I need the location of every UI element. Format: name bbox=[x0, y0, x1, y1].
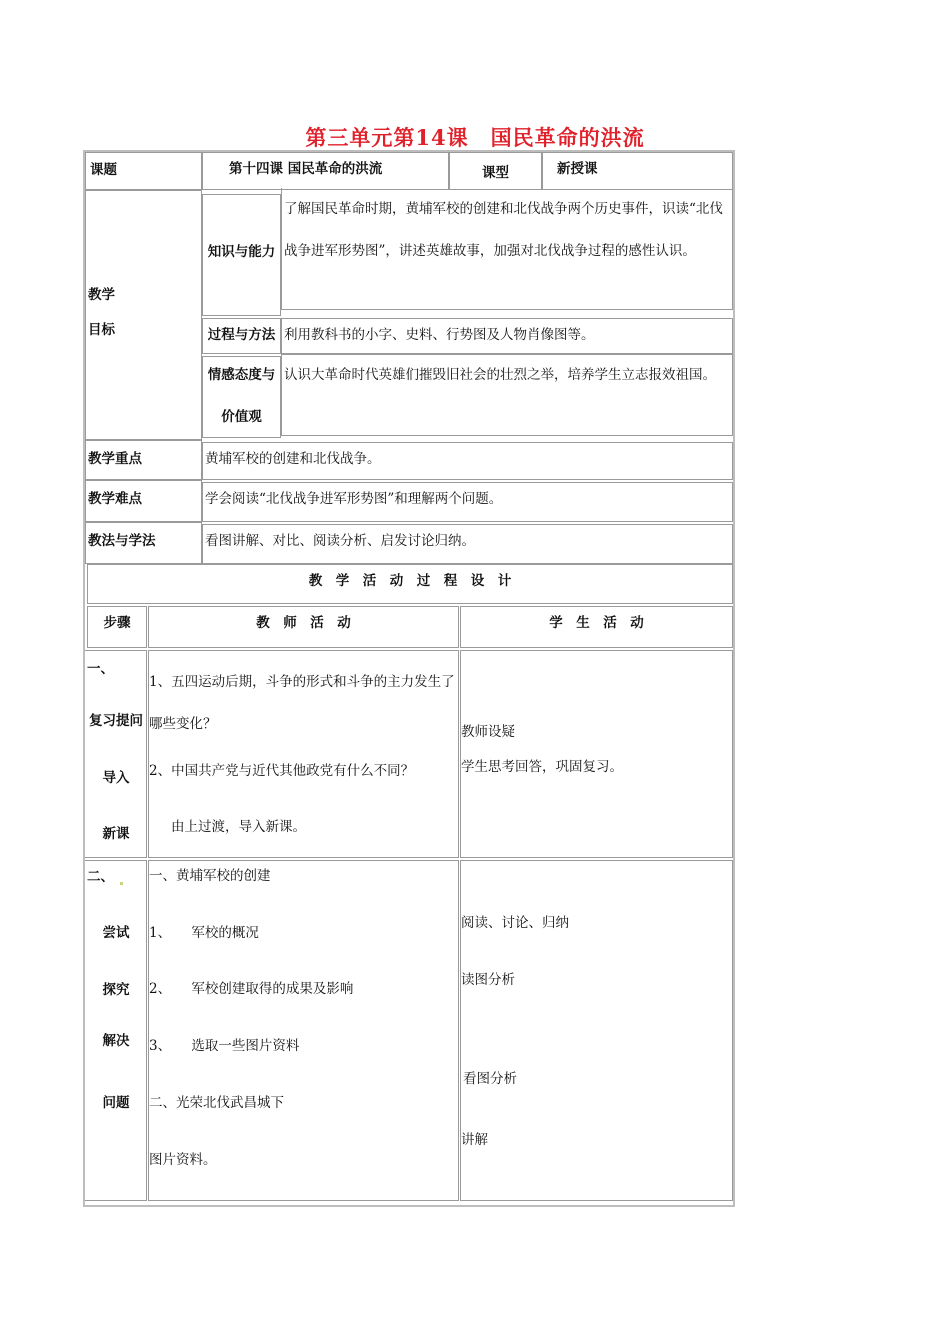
lesson-title-cell: 第十四课 国民革命的洪流 bbox=[202, 152, 449, 190]
emotion-label-line-1: 情感态度与 bbox=[207, 367, 276, 383]
teacher-line: 2、 军校创建取得的成果及影响 bbox=[149, 981, 354, 997]
page-title: 第三单元第14课 国民革命的洪流 bbox=[305, 125, 645, 150]
step-2-line: 问题 bbox=[102, 1095, 130, 1111]
step-2-line: 解决 bbox=[102, 1033, 130, 1049]
teaching-goals-label bbox=[85, 190, 202, 440]
step-2-label bbox=[85, 860, 147, 1201]
student-column-header: 学 生 活 动 bbox=[460, 606, 733, 648]
lesson-type-value: 新授课 bbox=[542, 152, 733, 190]
teacher-line: 3、 选取一些图片资料 bbox=[149, 1038, 300, 1054]
student-line: 学生思考回答，巩固复习。 bbox=[461, 759, 623, 775]
process-method-label: 过程与方法 bbox=[202, 318, 281, 354]
teacher-column-header: 教 师 活 动 bbox=[148, 606, 459, 648]
student-line: 看图分析 bbox=[463, 1071, 517, 1087]
student-line: 教师设疑 bbox=[461, 724, 515, 740]
goals-label-line-1: 教学 bbox=[88, 287, 115, 303]
knowledge-ability-text: 了解国民革命时期，黄埔军校的创建和北伐战争两个历史事件，识读“北伐战争进军形势图”，讲述英雄故事，加强对北伐战争过程的感性认识。 bbox=[281, 188, 733, 310]
emotion-label-line-2: 价值观 bbox=[221, 409, 262, 425]
difficulty-label: 教学难点 bbox=[85, 480, 202, 522]
methods-text: 看图讲解、对比、阅读分析、启发讨论归纳。 bbox=[202, 524, 733, 564]
key-point-text: 黄埔军校的创建和北伐战争。 bbox=[202, 442, 733, 480]
step-column-header: 步骤 bbox=[87, 606, 147, 648]
teacher-line: 1、 军校的概况 bbox=[149, 925, 259, 941]
teacher-line: 2、中国共产党与近代其他政党有什么不同？ bbox=[149, 763, 415, 779]
topic-label: 课题 bbox=[85, 152, 202, 190]
teacher-line: 二、光荣北伐武昌城下 bbox=[149, 1095, 284, 1111]
emotion-values-text: 认识大革命时代英雄们摧毁旧社会的壮烈之举，培养学生立志报效祖国。 bbox=[281, 354, 733, 436]
teacher-line: 图片资料。 bbox=[149, 1152, 217, 1168]
step-2-teacher-activity bbox=[148, 860, 459, 1201]
step-1-line: 复习提问 bbox=[89, 713, 143, 729]
step-1-teacher-activity bbox=[148, 650, 459, 858]
step-1-label bbox=[85, 650, 147, 858]
teacher-line: 由上过渡，导入新课。 bbox=[171, 819, 306, 835]
activity-design-header: 教 学 活 动 过 程 设 计 bbox=[87, 564, 733, 604]
student-line: 讲解 bbox=[461, 1132, 488, 1148]
step-2-student-activity bbox=[460, 860, 733, 1201]
step-2-line: 探究 bbox=[102, 982, 130, 998]
key-point-label: 教学重点 bbox=[85, 440, 202, 480]
goals-label-line-2: 目标 bbox=[88, 322, 115, 338]
step-2-line: 尝试 bbox=[102, 925, 130, 941]
teacher-line: 一、黄埔军校的创建 bbox=[149, 868, 271, 884]
emotion-values-label bbox=[202, 356, 281, 438]
student-line: 读图分析 bbox=[461, 972, 515, 988]
step-1-line: 导入 bbox=[102, 770, 130, 786]
step-1-line: 新课 bbox=[102, 826, 130, 842]
lesson-type-label: 课型 bbox=[449, 152, 542, 190]
difficulty-text: 学会阅读“北伐战争进军形势图”和理解两个问题。 bbox=[202, 482, 733, 522]
teacher-line: 1、五四运动后期，斗争的形式和斗争的主力发生了哪些变化？ bbox=[149, 674, 455, 732]
student-line: 阅读、讨论、归纳 bbox=[461, 915, 569, 931]
methods-label: 教法与学法 bbox=[85, 522, 202, 564]
knowledge-ability-label: 知识与能力 bbox=[202, 194, 281, 316]
step-2-line: 二、 bbox=[87, 869, 123, 885]
step-1-line: 一、 bbox=[87, 661, 114, 677]
step-1-student-activity bbox=[460, 650, 733, 858]
process-method-text: 利用教科书的小字、史料、行势图及人物肖像图等。 bbox=[281, 318, 733, 354]
